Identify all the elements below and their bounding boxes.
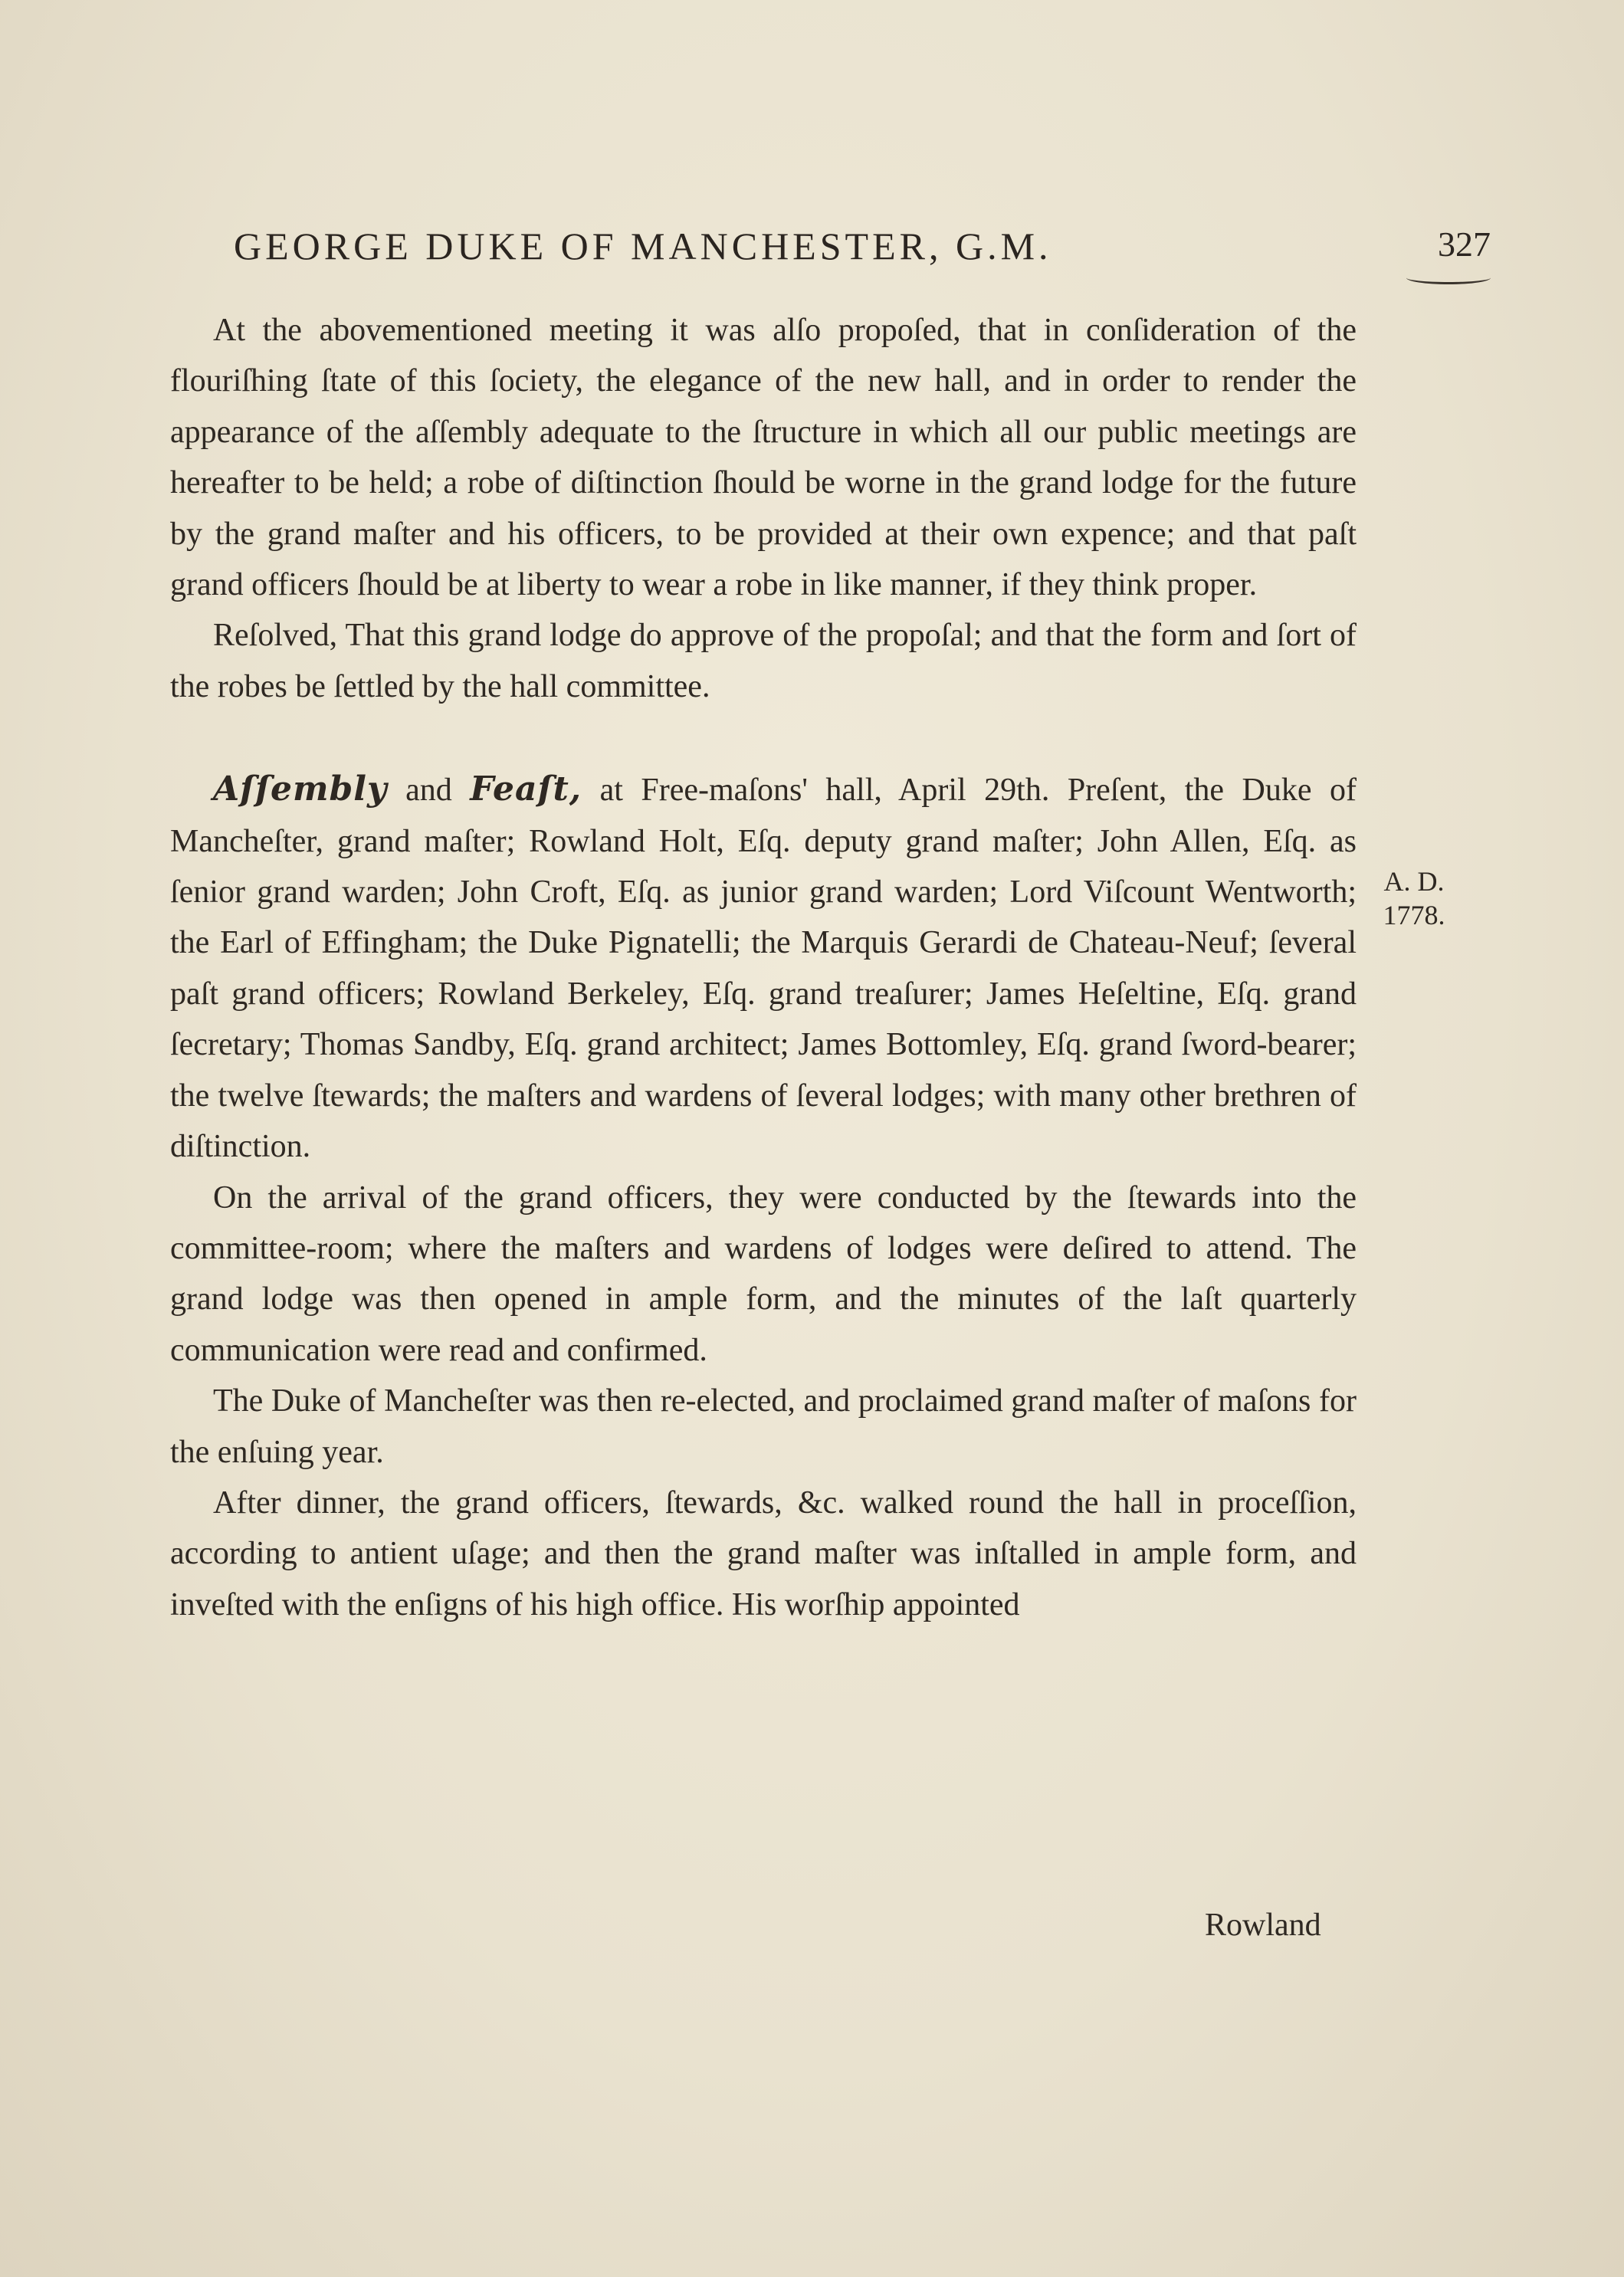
paragraph-installation: After dinner, the grand officers, ſtewards, &c. walked round the hall in proceſſion, according to antient uſage; and then the grand maſter was inſtalled in ample form, and inveſted with the enſigns of his high office. His worſhip appointed <box>170 1485 1357 1622</box>
section-gap <box>170 712 1357 764</box>
paragraph-robe-proposal: At the abovementioned meeting it was alſo propoſed, that in conſideration of the flouriſhing ſtate of this ſociety, the elegance of the new hall, and in order to render the appearance of the aſſembly adequate to the ſtructure in which all our public meetings are hereafter to be held; a robe of diſtinction ſhould be worne in the grand lodge for the future by the grand maſter and his officers, to be provided at their own expence; and that paſt grand officers ſhould be at liberty to wear a robe in like manner, if they think proper. <box>170 313 1357 603</box>
body-text <box>170 305 1357 1630</box>
feast-heading: Feaſt, <box>470 769 582 809</box>
assembly-heading: Aſſembly <box>213 769 388 809</box>
page-header <box>234 224 1491 277</box>
paragraph-resolution: Reſolved, That this grand lodge do approve of the propoſal; and that the form and ſort of the robes be ſettled by the hall committee. <box>170 618 1357 704</box>
paragraph-reelection: The Duke of Mancheſter was then re-elected, and proclaimed grand maſter of maſons for the enſuing year. <box>170 1383 1357 1470</box>
margin-note-ad: A. D. <box>1383 866 1445 897</box>
page-number-flourish <box>1406 271 1491 284</box>
margin-date-note <box>1372 865 1456 932</box>
page-number: 327 <box>1438 225 1491 264</box>
paragraph-assembly <box>170 764 1357 1172</box>
margin-note-year: 1778. <box>1383 900 1445 930</box>
assembly-text: at Free-maſons' hall, April 29th. Preſent, the Duke of Mancheſter, grand maſter; Rowland Holt, Eſq. deputy grand maſter; John Allen, Eſq. as ſenior grand warden; John Croft, Eſq. as junior grand warden; Lord Viſcount Wentworth; the Earl of Effingham; the Duke Pignatelli; the Marquis Gerardi de Chateau-Neuf; ſeveral paſt grand officers; Rowland Berkeley, Eſq. grand treaſurer; James Heſeltine, Eſq. grand ſecretary; Thomas Sandby, Eſq. grand architect; James Bottomley, Eſq. grand ſword-bearer; the twelve ſtewards; the maſters and wardens of ſeveral lodges; with many other brethren of diſtinction. <box>170 773 1357 1165</box>
assembly-and: and <box>405 773 452 809</box>
paragraph-arrival: On the arrival of the grand officers, they were conducted by the ſtewards into the committee-room; where the maſters and wardens of lodges were deſired to attend. The grand lodge was then opened in ample form, and the minutes of the laſt quarterly communication were read and confirmed. <box>170 1180 1357 1368</box>
catchword: Rowland <box>1205 1908 1321 1943</box>
running-head: GEORGE DUKE OF MANCHESTER, G.M. <box>234 225 1052 267</box>
